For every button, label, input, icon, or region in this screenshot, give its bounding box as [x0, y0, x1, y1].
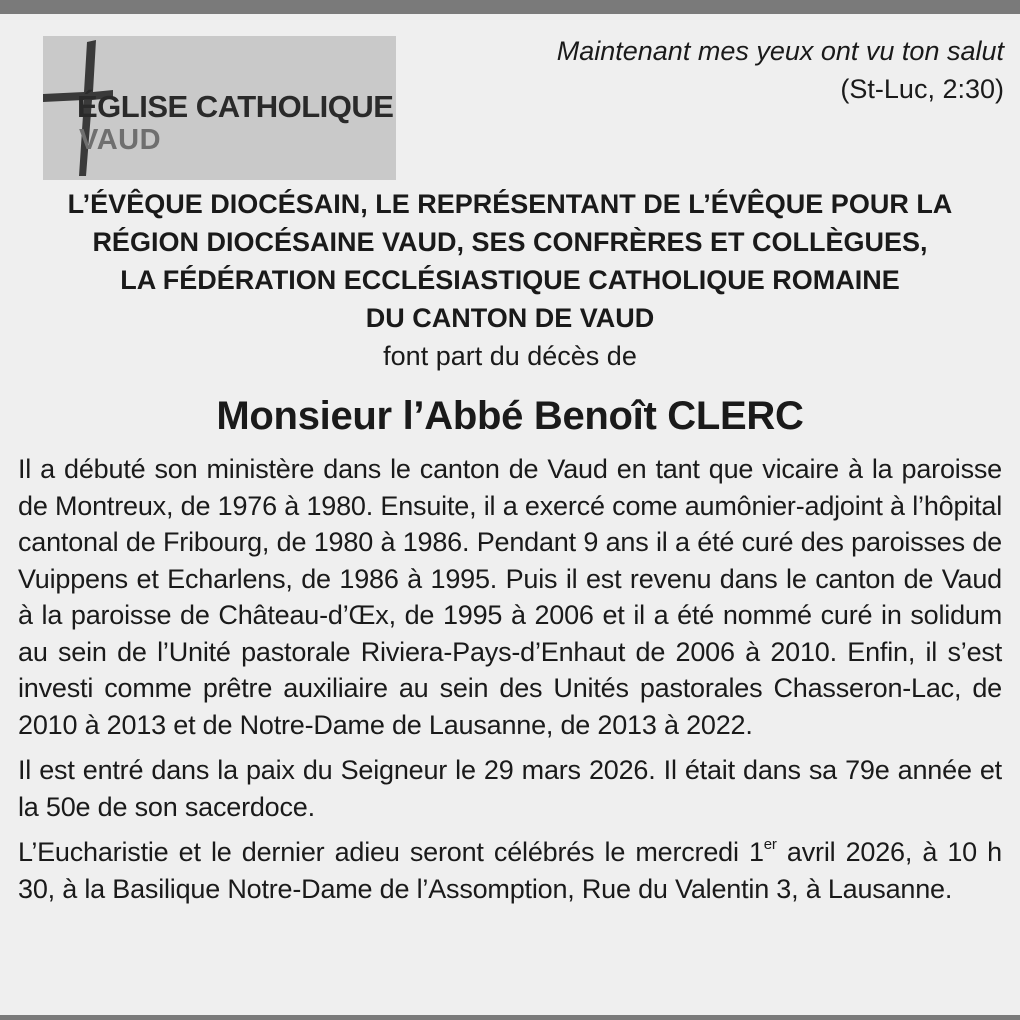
logo-text-sub: VAUD [79, 124, 162, 156]
funeral-text-end: avril 2026, à 10 h 30, à la Basilique Notre-Dame de l’Assomption, Rue du Valentin 3, à Lausanne. [18, 837, 1002, 904]
sender-line: L’ÉVÊQUE DIOCÉSAIN, LE REPRÉSENTANT DE L’ÉVÊQUE POUR LA [67, 189, 953, 219]
sender-line: DU CANTON DE VAUD [365, 303, 655, 333]
bible-verse [557, 32, 1004, 108]
bottom-border [0, 1015, 1020, 1020]
logo-eglise-catholique-vaud [43, 36, 396, 180]
logo-text-main: ÉGLISE CATHOLIQUE [77, 89, 394, 124]
announce-line: font part du décès de [383, 341, 637, 371]
ordinal-superscript: er [763, 836, 777, 853]
senders-block [30, 185, 990, 337]
career-paragraph: Il a débuté son ministère dans le canton de Vaud en tant que vicaire à la paroisse de Montreux, de 1976 à 1980. Ensuite, il a exercé come aumônier-adjoint à l’hôpital cantonal de Fribourg, de 1980 à 1986. Pendant 9 ans il a été curé des paroisses de Vuippens et Echarlens, de 1986 à 1995. Puis il est revenu dans le canton de Vaud à la paroisse de Château-d’Œx, de 1995 à 2006 et il a été nommé curé in solidum au sein de l’Unité pastorale Riviera-Pays-d’Enhaut de 2006 à 2010. Enfin, il s’est investi comme prêtre auxiliaire au sein des Unités pastorales Chasseron-Lac, de 2010 à 2013 et de Notre-Dame de Lausanne, de 2013 à 2022. [18, 454, 1002, 740]
funeral-paragraph [18, 834, 1002, 907]
obituary-body [18, 451, 1002, 916]
death-paragraph: Il est entré dans la paix du Seigneur le 29 mars 2026. Il était dans sa 79e année et la 50e de son sacerdoce. [18, 755, 1002, 822]
sender-line: RÉGION DIOCÉSAINE VAUD, SES CONFRÈRES ET COLLÈGUES, [92, 227, 928, 257]
top-border [0, 0, 1020, 14]
deceased-name: Monsieur l’Abbé Benoît CLERC [216, 394, 804, 438]
funeral-text-start: L’Eucharistie et le dernier adieu seront célébrés le mercredi 1 [18, 837, 764, 867]
verse-quote: Maintenant mes yeux ont vu ton salut [556, 36, 1004, 66]
sender-line: LA FÉDÉRATION ECCLÉSIASTIQUE CATHOLIQUE ROMAINE [120, 265, 900, 295]
verse-reference: (St-Luc, 2:30) [840, 74, 1004, 104]
